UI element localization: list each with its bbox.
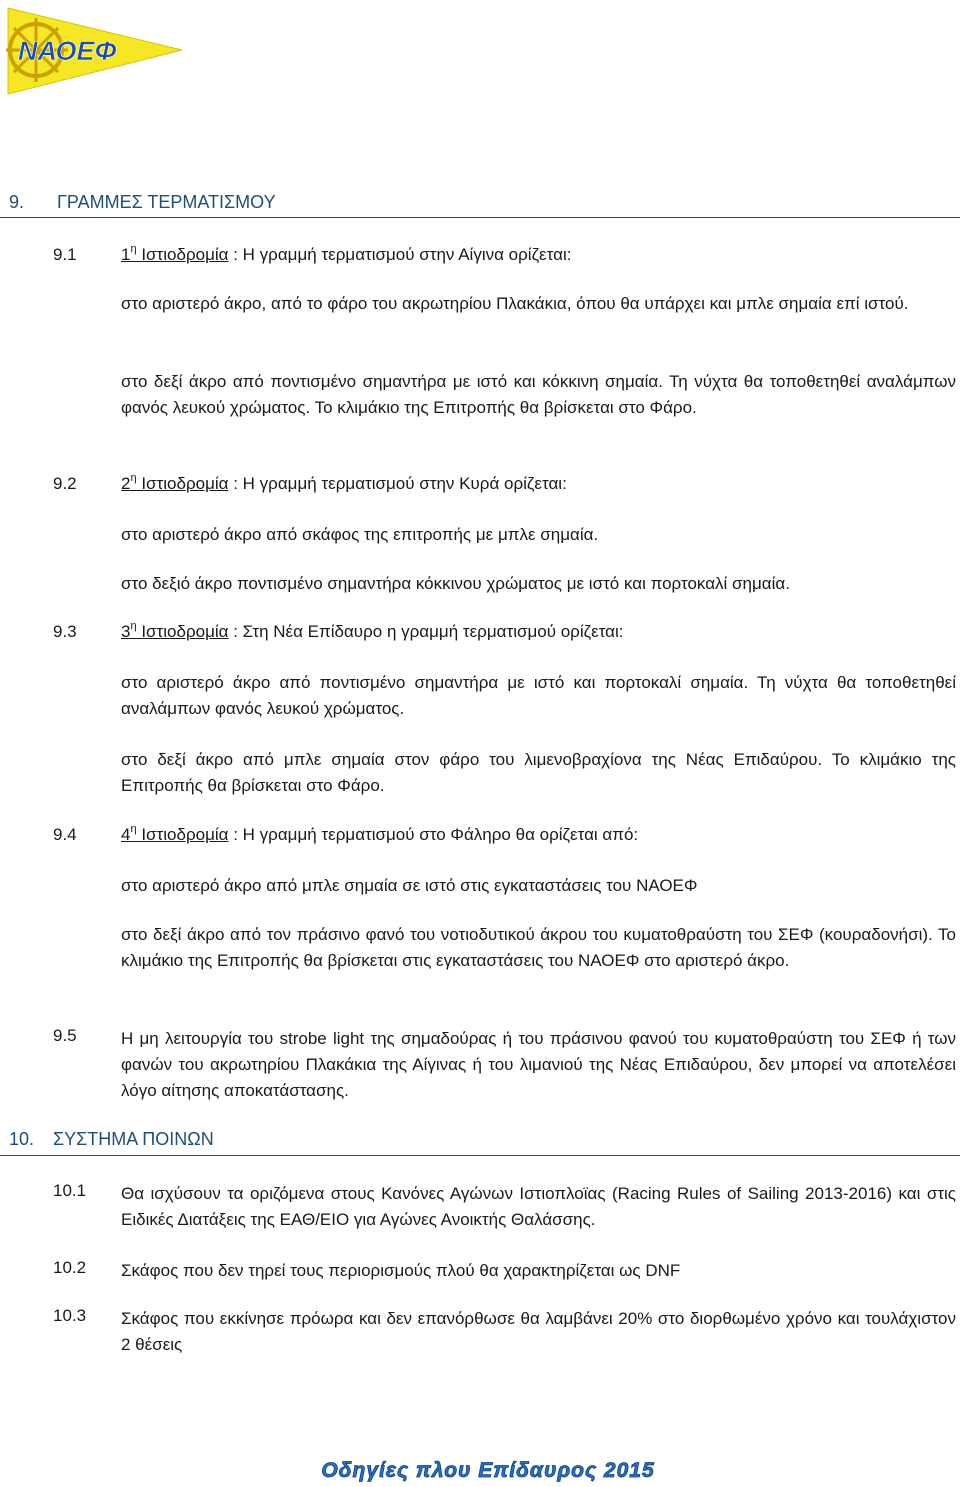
item-9-5-number: 9.5 [53,1026,77,1045]
footer-wordart [248,1458,728,1482]
item-9-3-left-end: στο αριστερό άκρο από ποντισμένο σημαντήρα με ιστό και πορτοκαλί σημαία. Τη νύχτα θα τοποθετηθεί αναλάμπων φανός λευκού χρώματος. [121,673,956,718]
item-9-2-right-end: στο δεξιό άκρο ποντισμένο σημαντήρα κόκκινου χρώματος με ιστό και πορτοκαλί σημαία. [121,574,790,593]
item-9-4-number: 9.4 [53,825,77,844]
section-9-rule [0,217,960,218]
item-9-4-title: $4^\eta$ Ιστιοδρομία : Η γραμμή τερματισμού στο Φάληρο θα ορίζεται από: [121,823,639,844]
naoef-flag-logo-icon [6,6,184,96]
item-10-2-number: 10.2 [53,1258,87,1277]
item-9-4-left-end: στο αριστερό άκρο από μπλε σημαία σε ιστό στις εγκαταστάσεις του ΝΑΟΕΦ [121,876,698,895]
item-10-3-text: Σκάφος που εκκίνησε πρόωρα και δεν επανόρθωσε θα λαμβάνει 20% στο διορθωμένο χρόνο και τουλάχιστον 2 θέσεις [121,1309,956,1354]
item-9-2-number: 9.2 [53,474,77,493]
item-9-1-title: $1^\eta$ Ιστιοδρομία : Η γραμμή τερματισμού στην Αίγινα ορίζεται: [121,243,572,264]
section-9-heading [9,192,276,213]
section-9-number: 9. [9,192,25,212]
section-10-heading [9,1129,214,1150]
item-10-1-number: 10.1 [53,1181,87,1200]
item-9-1-left-end: στο αριστερό άκρο, από το φάρο του ακρωτηρίου Πλακάκια, όπου θα υπάρχει και μπλε σημαία επί ιστού. [121,294,909,313]
item-9-3-title: $3^\eta$ Ιστιοδρομία : Στη Νέα Επίδαυρο η γραμμή τερματισμού ορίζεται: [121,620,624,641]
section-10-number: 10. [9,1129,35,1149]
section-10-title: ΣΥΣΤΗΜΑ ΠΟΙΝΩΝ [53,1129,214,1149]
logo-text: ΝΑΟΕΦ [18,36,117,66]
item-9-3-right-end: στο δεξί άκρο από μπλε σημαία στον φάρο του λιμενοβραχίονα της Νέας Επιδαύρου. Το κλιμάκιο της Επιτροπής θα βρίσκεται στο Φάρο. [121,750,956,795]
item-9-5-text: Η μη λειτουργία του strobe light της σημαδούρας ή του πράσινου φανού του κυματοθραύστη του ΣΕΦ ή των φανών του ακρωτηρίου Πλακάκια της Αίγινας ή του λιμανιού της Νέας Επιδαύρου, δεν μπορεί να αποτελέσει λόγο αίτησης αποκατάστασης. [121,1029,956,1100]
item-9-4-right-end: στο δεξί άκρο από τον πράσινο φανό του νοτιοδυτικού άκρου του κυματοθραύστη του ΣΕΦ (κουραδονήσι). Το κλιμάκιο της Επιτροπής θα βρίσκεται στις εγκαταστάσεις του ΝΑΟΕΦ στο αριστερό άκρο. [121,925,956,970]
item-10-2-text: Σκάφος που δεν τηρεί τους περιορισμούς πλού θα χαρακτηρίζεται ως DNF [121,1261,681,1280]
item-9-2-left-end: στο αριστερό άκρο από σκάφος της επιτροπής με μπλε σημαία. [121,525,599,544]
item-9-2-title: $2^\eta$ Ιστιοδρομία : Η γραμμή τερματισμού στην Κυρά ορίζεται: [121,472,567,493]
item-10-1-text: Θα ισχύσουν τα οριζόμενα στους Κανόνες Αγώνων Ιστιοπλοϊας (Racing Rules of Sailing 2013-2016) και στις Ειδικές Διατάξεις της ΕΑΘ/ΕΙΟ για Αγώνες Ανοικτής Θαλάσσης. [121,1184,956,1229]
item-10-3-number: 10.3 [53,1306,87,1325]
footer-text: Οδηγίες πλου Επίδαυρος 2015 [321,1459,655,1482]
item-9-1-right-end: στο δεξί άκρο από ποντισμένο σημαντήρα με ιστό και κόκκινη σημαία. Τη νύχτα θα τοποθετηθεί αναλάμπων φανός λευκού χρώματος. Το κλιμάκιο της Επιτροπής θα βρίσκεται στο Φάρο. [121,372,956,417]
footer-banner [248,1458,728,1482]
naoef-logo [6,6,184,96]
item-9-3-number: 9.3 [53,622,77,641]
section-9-title: ΓΡΑΜΜΕΣ ΤΕΡΜΑΤΙΣΜΟΥ [57,192,276,212]
item-9-1-number: 9.1 [53,245,77,264]
section-10-rule [0,1155,960,1156]
